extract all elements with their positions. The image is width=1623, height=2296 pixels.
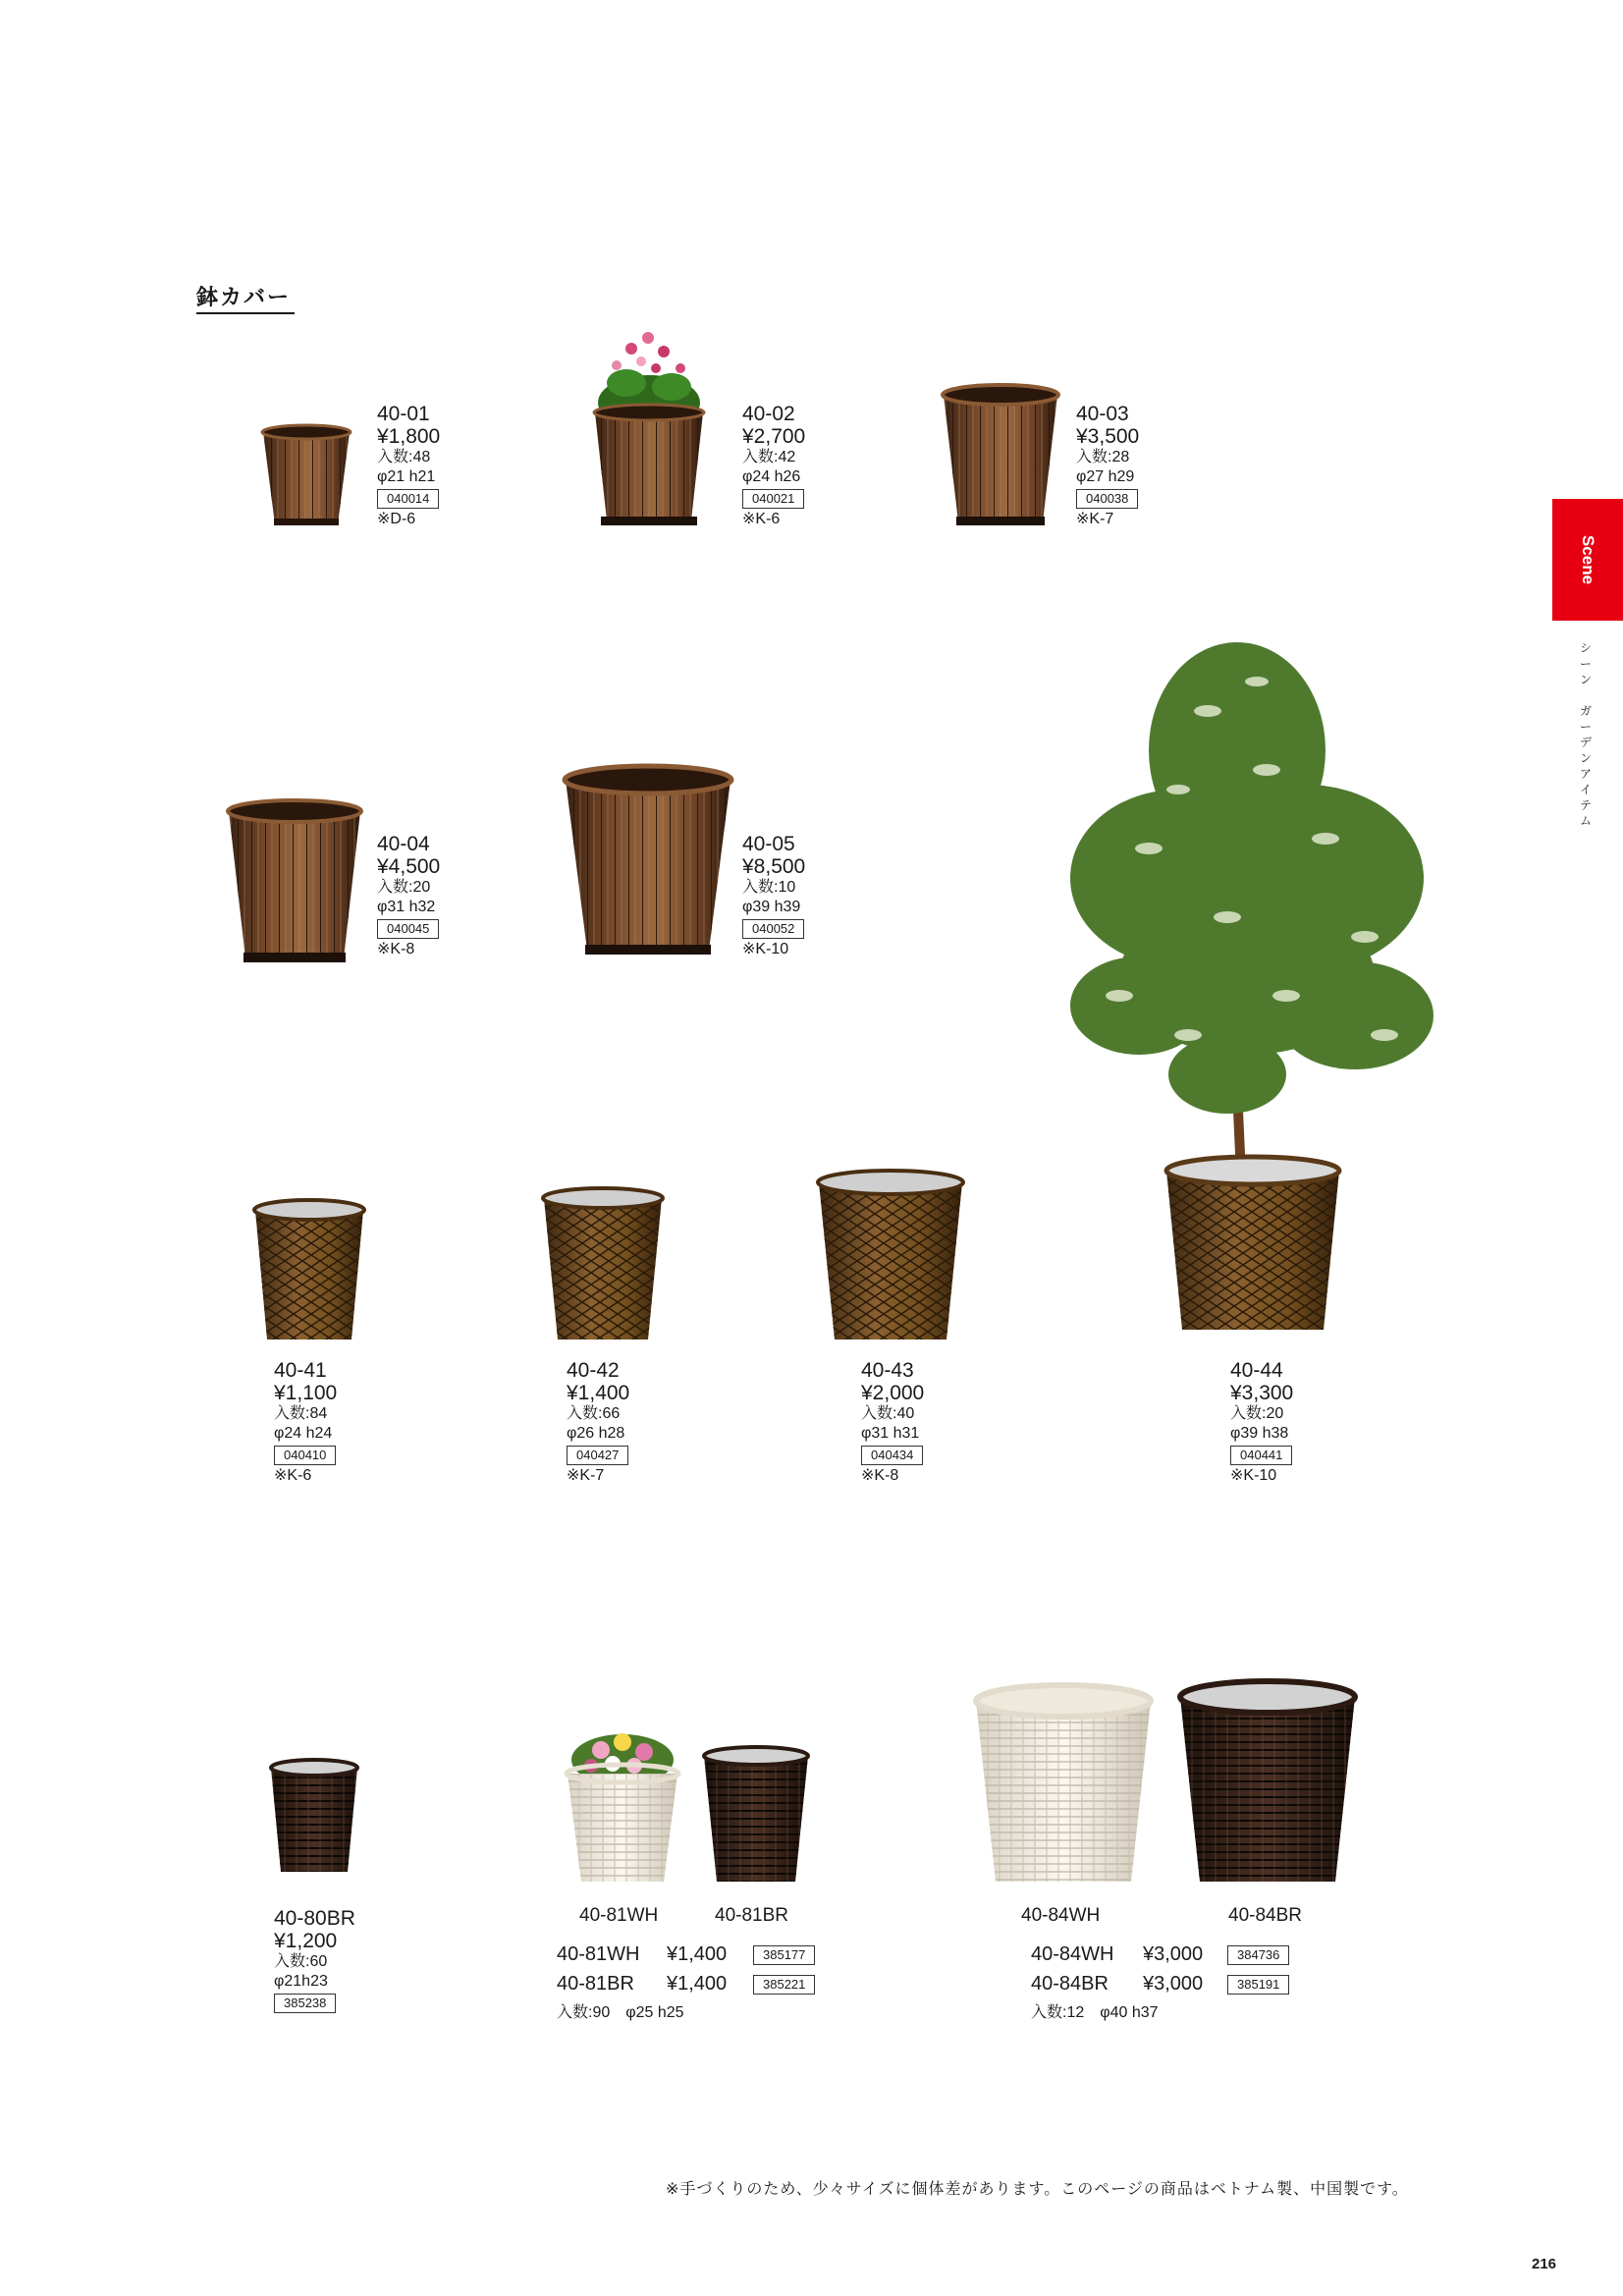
side-category-char: ア <box>1579 767 1592 781</box>
side-category-text <box>1576 640 1596 829</box>
product-box-code: ※K-8 <box>861 1467 899 1484</box>
row-price: ¥3,000 <box>1143 1973 1204 1995</box>
product-box-code: ※K-8 <box>377 941 415 957</box>
product-box-code: ※K-7 <box>567 1467 605 1484</box>
section-title: 鉢カバー <box>196 286 292 310</box>
product-code: 40-02 <box>742 403 795 425</box>
product-jan-code: 040045 <box>377 919 439 939</box>
product-price: ¥3,500 <box>1076 425 1140 448</box>
product-quantity: 入数:84 <box>274 1405 328 1422</box>
product-price: ¥4,500 <box>377 855 441 878</box>
product-image-40-02 <box>587 324 711 530</box>
row-jan-code: 384736 <box>1227 1945 1289 1965</box>
product-quantity: 入数:48 <box>377 449 431 465</box>
product-size: φ31 h32 <box>377 899 436 915</box>
product-image-40-41 <box>249 1196 369 1345</box>
product-code: 40-42 <box>567 1359 620 1382</box>
product-info-40-03 <box>1076 403 1139 529</box>
product-price: ¥2,700 <box>742 425 806 448</box>
side-category-char: ン <box>1579 751 1592 765</box>
spec-40-84 <box>1031 2003 1159 2023</box>
product-image-40-84WH <box>970 1679 1157 1887</box>
image-label-40-81BR: 40-81BR <box>715 1905 788 1926</box>
row-code: 40-84WH <box>1031 1943 1114 1965</box>
product-info-40-04 <box>377 833 440 959</box>
side-category-char: テ <box>1579 798 1592 812</box>
price-row-40-81WH <box>557 1943 851 1969</box>
side-category-char: イ <box>1579 783 1592 796</box>
product-box-code: ※D-6 <box>377 511 416 527</box>
product-image-40-01 <box>257 422 355 530</box>
ficus-tree-image <box>1031 623 1443 1339</box>
product-jan-code: 040441 <box>1230 1446 1292 1465</box>
product-price: ¥1,100 <box>274 1382 338 1404</box>
product-quantity: 入数:40 <box>861 1405 915 1422</box>
row-price: ¥3,000 <box>1143 1943 1204 1965</box>
product-code: 40-04 <box>377 833 430 855</box>
product-size: φ21h23 <box>274 1973 328 1990</box>
product-jan-code: 040038 <box>1076 489 1138 509</box>
product-size: φ26 h28 <box>567 1425 625 1442</box>
product-code: 40-01 <box>377 403 430 425</box>
product-info-40-42 <box>567 1359 629 1486</box>
image-label-40-84BR: 40-84BR <box>1228 1905 1302 1926</box>
product-image-40-43 <box>813 1167 968 1345</box>
product-jan-code: 040434 <box>861 1446 923 1465</box>
product-size: φ24 h24 <box>274 1425 333 1442</box>
product-quantity: 入数:28 <box>1076 449 1130 465</box>
price-row-40-84WH <box>1031 1943 1325 1969</box>
product-code: 40-05 <box>742 833 795 855</box>
product-size: φ24 h26 <box>742 468 801 485</box>
product-jan-code: 385238 <box>274 1994 336 2013</box>
product-image-40-03 <box>939 381 1062 528</box>
page-number: 216 <box>1532 2256 1557 2272</box>
product-image-40-84BR <box>1174 1675 1361 1887</box>
row-code: 40-81BR <box>557 1973 634 1995</box>
price-row-40-84BR <box>1031 1973 1325 1998</box>
side-category-char: ガ <box>1579 704 1592 718</box>
product-quantity: 入数:60 <box>274 1953 328 1970</box>
product-price: ¥8,500 <box>742 855 806 878</box>
section-title-underline <box>196 312 295 314</box>
product-code: 40-41 <box>274 1359 327 1382</box>
product-jan-code: 040021 <box>742 489 804 509</box>
footnote: ※手づくりのため、少々サイズに個体差があります。このページの商品はベトナム製、中国製です。 <box>666 2179 1409 2198</box>
product-quantity: 入数:20 <box>377 879 431 896</box>
spec-text: 入数:12 φ40 h37 <box>1031 2004 1159 2021</box>
product-box-code: ※K-7 <box>1076 511 1114 527</box>
row-jan-code: 385221 <box>753 1975 815 1995</box>
product-info-40-41 <box>274 1359 337 1486</box>
price-row-40-81BR <box>557 1973 851 1998</box>
image-label-40-81WH: 40-81WH <box>579 1905 659 1926</box>
product-price: ¥3,300 <box>1230 1382 1294 1404</box>
side-category-char: ー <box>1579 720 1592 734</box>
product-code: 40-03 <box>1076 403 1129 425</box>
product-info-40-43 <box>861 1359 924 1486</box>
side-category-char: ー <box>1579 657 1592 671</box>
side-category-char: デ <box>1579 736 1592 749</box>
product-size: φ31 h31 <box>861 1425 920 1442</box>
product-size: φ21 h21 <box>377 468 436 485</box>
product-code: 40-44 <box>1230 1359 1283 1382</box>
product-quantity: 入数:20 <box>1230 1405 1284 1422</box>
product-price: ¥2,000 <box>861 1382 925 1404</box>
product-price: ¥1,200 <box>274 1930 338 1952</box>
side-category-char: ン <box>1579 673 1592 686</box>
product-image-40-42 <box>538 1184 668 1345</box>
side-category-char: シ <box>1579 641 1592 655</box>
product-info-40-02 <box>742 403 805 529</box>
image-label-40-84WH: 40-84WH <box>1021 1905 1101 1926</box>
scene-tab-label: Scene <box>1579 534 1597 585</box>
product-image-40-80BR <box>267 1758 361 1878</box>
product-quantity: 入数:42 <box>742 449 796 465</box>
row-jan-code: 385177 <box>753 1945 815 1965</box>
product-code: 40-43 <box>861 1359 914 1382</box>
side-category-char <box>1576 687 1596 703</box>
product-jan-code: 040427 <box>567 1446 628 1465</box>
spec-text: 入数:90 φ25 h25 <box>557 2004 684 2021</box>
product-size: φ39 h38 <box>1230 1425 1289 1442</box>
product-box-code: ※K-10 <box>1230 1467 1277 1484</box>
row-price: ¥1,400 <box>667 1973 728 1995</box>
product-image-40-05 <box>560 762 736 958</box>
product-info-40-44 <box>1230 1359 1293 1486</box>
row-price: ¥1,400 <box>667 1943 728 1965</box>
row-code: 40-84BR <box>1031 1973 1109 1995</box>
product-box-code: ※K-6 <box>274 1467 312 1484</box>
product-price: ¥1,400 <box>567 1382 630 1404</box>
scene-tab[interactable] <box>1552 499 1623 621</box>
product-quantity: 入数:10 <box>742 879 796 896</box>
side-category-char: ム <box>1579 814 1592 828</box>
product-info-40-05 <box>742 833 805 959</box>
product-quantity: 入数:66 <box>567 1405 621 1422</box>
product-size: φ39 h39 <box>742 899 801 915</box>
product-code: 40-80BR <box>274 1907 355 1930</box>
product-price: ¥1,800 <box>377 425 441 448</box>
product-size: φ27 h29 <box>1076 468 1135 485</box>
product-image-40-04 <box>224 797 365 964</box>
row-jan-code: 385191 <box>1227 1975 1289 1995</box>
product-info-40-80BR <box>274 1907 355 2014</box>
row-code: 40-81WH <box>557 1943 640 1965</box>
spec-40-81 <box>557 2003 684 2023</box>
product-image-40-81WH <box>562 1715 683 1887</box>
product-box-code: ※K-10 <box>742 941 789 957</box>
product-jan-code: 040410 <box>274 1446 336 1465</box>
product-image-40-81BR <box>699 1744 813 1887</box>
product-info-40-01 <box>377 403 440 529</box>
product-jan-code: 040052 <box>742 919 804 939</box>
product-box-code: ※K-6 <box>742 511 781 527</box>
product-jan-code: 040014 <box>377 489 439 509</box>
